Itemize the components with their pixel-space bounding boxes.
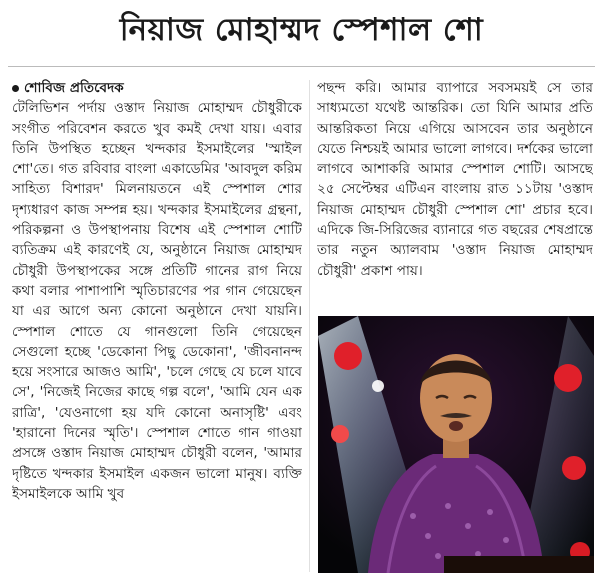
byline xyxy=(12,78,302,98)
stage-light-red xyxy=(331,425,349,443)
stage-light-red xyxy=(562,456,586,480)
article-column-right xyxy=(317,78,593,304)
headline-divider xyxy=(8,66,595,67)
article-body-left: টেলিভিশন পর্দায় ওস্তাদ নিয়াজ মোহাম্মদ চৌধুরীকে সংগীত পরিবেশন করতে খুব কমই দেখা যায়। এবার তিনি উপস্থিত হচ্ছেন খন্দকার ইসমাইলের 'স্মাইল শো'তে। গত রবিবার বাংলা একাডেমির 'আবদুল করিম সাহিত্য বিশারদ' মিলনায়তনে এই স্পেশাল শোর দৃশ্যধারণ কাজ সম্পন্ন হয়। খন্দকার ইসমাইলের গ্রন্থনা, পরিকল্পনা ও উপস্থাপনায় বিশেষ এই স্পেশাল শোটি ব্যতিক্রম এই কারণেই যে, অনুষ্ঠানে নিয়াজ মোহাম্মদ চৌধুরী উপস্থাপকের সঙ্গে প্রতিটি গানের রাগ নিয়ে কথা বলার পাশাপাশি স্মৃতিচারণের পর গান গেয়েছেন যা এর আগে অন্য কোনো অনুষ্ঠানে দেখা যায়নি। স্পেশাল শোতে যে গানগুলো তিনি গেয়েছেন সেগুলো হচ্ছে 'ডেকোনা পিছু ডেকোনা', 'জীবনানন্দ হয়ে সংসারে আজও আমি', 'চলে গেছে যে চলে যাবে সে', 'নিজেই নিজের কাছে গল্প বলে', 'আমি যেন এক রাত্রি', 'যেওনাগো হয় যদি কোনো অনাসৃষ্টি' এবং 'হারানো দিনের স্মৃতি'। স্পেশাল শোতে গান গাওয়া প্রসঙ্গে ওস্তাদ নিয়াজ মোহাম্মদ চৌধুরী বলেন, 'আমার দৃষ্টিতে খন্দকার ইসমাইল একজন ভালো মানুষ। ব্যক্তি ইসমাইলকে আমি খুব xyxy=(12,100,302,502)
mouth xyxy=(449,421,463,431)
stage-desk xyxy=(444,556,594,573)
singer-photo xyxy=(318,316,594,573)
bullet-icon xyxy=(12,85,19,92)
article-body-right: পছন্দ করি। আমার ব্যাপারে সবসময়ই সে তার সাধ্যমতো যথেষ্ট আন্তরিক। তো যিনি আমার প্রতি আন্তরিকতা নিয়ে এগিয়ে আসবেন তার অনুষ্ঠানে যেতে নিশ্চয়ই আমার ভালো লাগবে। দর্শকের ভালো লাগবে আশাকরি আমার স্পেশাল শোটি। আসছে ২৫ সেপ্টেম্বর এটিএন বাংলায় রাত ১১টায় 'ওস্তাদ নিয়াজ মোহাম্মদ চৌধুরী স্পেশাল শো' প্রচার হবে। এদিকে জি-সিরিজের ব্যানারে গত বছরের শেষপ্রান্তে তার নতুন অ্যালবাম 'ওস্তাদ নিয়াজ মোহাম্মদ চৌধুরী' প্রকাশ পায়। xyxy=(317,80,593,279)
headline: নিয়াজ মোহাম্মদ স্পেশাল শো xyxy=(119,12,484,48)
stage-light-white xyxy=(372,380,384,392)
byline-text: শোবিজ প্রতিবেদক xyxy=(24,80,124,96)
singer-photo-illustration xyxy=(318,316,594,573)
stage-light-red xyxy=(554,364,582,392)
column-divider xyxy=(309,80,310,572)
stage-light-red xyxy=(334,342,362,370)
article-column-left xyxy=(12,78,302,573)
